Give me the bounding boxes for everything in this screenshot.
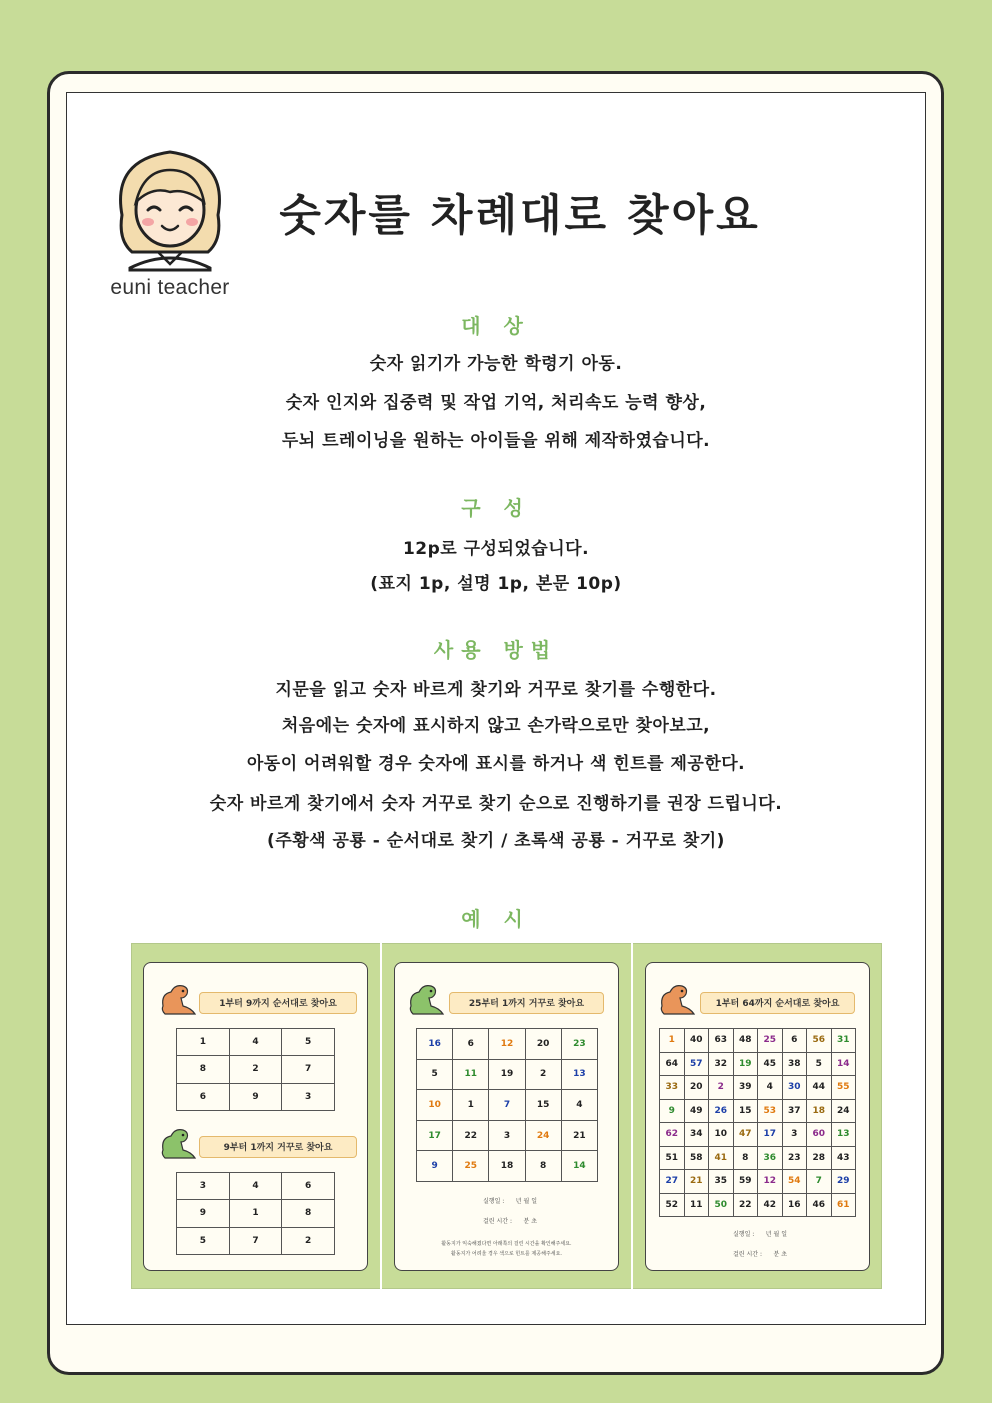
example-2-date-row: [440, 1196, 580, 1205]
grid-row: [660, 1052, 856, 1076]
grid-cell: 59: [733, 1170, 758, 1194]
grid-row: [417, 1090, 598, 1121]
grid-cell: 7: [807, 1170, 832, 1194]
grid-cell: 52: [660, 1193, 685, 1217]
example-3-grid: [659, 1028, 856, 1217]
grid-cell: 2: [709, 1076, 734, 1100]
grid-cell: 7: [489, 1090, 525, 1121]
grid-cell: 4: [229, 1029, 282, 1056]
grid-cell: 5: [282, 1029, 335, 1056]
grid-cell: 8: [733, 1146, 758, 1170]
example-1a-grid: [176, 1028, 335, 1111]
section-heading-example: 예 시: [461, 907, 531, 931]
example-2-title: 25부터 1까지 거꾸로 찾아요: [449, 992, 604, 1014]
example-2-grid: [416, 1028, 598, 1182]
grid-cell: 8: [525, 1151, 561, 1182]
grid-cell: 23: [561, 1029, 597, 1060]
grid-row: [660, 1029, 856, 1053]
grid-cell: 22: [453, 1120, 489, 1151]
grid-cell: 53: [758, 1099, 783, 1123]
grid-cell: 26: [709, 1099, 734, 1123]
target-line-1: 숫자 읽기가 가능한 학령기 아동.: [369, 354, 623, 374]
example-3-title: 1부터 64까지 순서대로 찾아요: [700, 992, 855, 1014]
grid-row: [177, 1200, 335, 1227]
time-units: 분 초: [523, 1218, 537, 1225]
example-2-note-2: 활동지가 어려울 경우 색으로 힌트를 제공해주세요.: [451, 1251, 562, 1257]
grid-cell: 12: [489, 1029, 525, 1060]
page-title: 숫자를 차례대로 찾아요: [279, 191, 761, 241]
green-dinosaur-icon: [157, 1124, 197, 1160]
grid-cell: 2: [282, 1227, 335, 1254]
composition-line-2: (표지 1p, 설명 1p, 본문 10p): [370, 574, 622, 594]
grid-row: [177, 1173, 335, 1200]
grid-cell: 5: [807, 1052, 832, 1076]
grid-cell: 25: [453, 1151, 489, 1182]
grid-cell: 14: [831, 1052, 856, 1076]
grid-cell: 1: [660, 1029, 685, 1053]
grid-cell: 18: [489, 1151, 525, 1182]
grid-cell: 35: [709, 1170, 734, 1194]
grid-cell: 42: [758, 1193, 783, 1217]
grid-cell: 11: [453, 1059, 489, 1090]
section-heading-composition: 구 성: [461, 496, 531, 520]
grid-cell: 45: [758, 1052, 783, 1076]
date-label: 실행일 :: [733, 1231, 755, 1238]
grid-cell: 2: [525, 1059, 561, 1090]
example-divider: [631, 943, 633, 1289]
grid-cell: 19: [733, 1052, 758, 1076]
grid-cell: 61: [831, 1193, 856, 1217]
grid-cell: 1: [229, 1200, 282, 1227]
grid-cell: 30: [782, 1076, 807, 1100]
grid-cell: 19: [489, 1059, 525, 1090]
time-label: 걸린 시간 :: [483, 1218, 513, 1225]
example-divider: [380, 943, 382, 1289]
grid-cell: 24: [831, 1099, 856, 1123]
grid-cell: 51: [660, 1146, 685, 1170]
grid-cell: 6: [453, 1029, 489, 1060]
grid-cell: 58: [684, 1146, 709, 1170]
grid-cell: 16: [417, 1029, 453, 1060]
grid-row: [417, 1059, 598, 1090]
grid-cell: 40: [684, 1029, 709, 1053]
grid-cell: 9: [229, 1083, 282, 1110]
time-units: 분 초: [773, 1251, 787, 1258]
grid-cell: 41: [709, 1146, 734, 1170]
grid-cell: 60: [807, 1123, 832, 1147]
grid-cell: 13: [561, 1059, 597, 1090]
logo-text: euni teacher: [110, 276, 230, 299]
grid-cell: 13: [831, 1123, 856, 1147]
grid-cell: 39: [733, 1076, 758, 1100]
grid-row: [660, 1099, 856, 1123]
grid-cell: 9: [660, 1099, 685, 1123]
example-1b-title: 9부터 1까지 거꾸로 찾아요: [199, 1136, 357, 1158]
grid-cell: 25: [758, 1029, 783, 1053]
grid-row: [417, 1120, 598, 1151]
grid-cell: 62: [660, 1123, 685, 1147]
date-units: 년 월 일: [765, 1231, 787, 1238]
grid-cell: 1: [177, 1029, 230, 1056]
example-1b-grid: [176, 1172, 335, 1255]
grid-cell: 14: [561, 1151, 597, 1182]
example-1a-title: 1부터 9까지 순서대로 찾아요: [199, 992, 357, 1014]
example-3-date-row: [690, 1229, 830, 1238]
grid-cell: 29: [831, 1170, 856, 1194]
grid-cell: 11: [684, 1193, 709, 1217]
grid-cell: 47: [733, 1123, 758, 1147]
grid-cell: 63: [709, 1029, 734, 1053]
grid-row: [660, 1170, 856, 1194]
grid-cell: 9: [417, 1151, 453, 1182]
usage-line-4: 숫자 바르게 찾기에서 숫자 거꾸로 찾기 순으로 진행하기를 권장 드립니다.: [209, 794, 783, 814]
grid-cell: 18: [807, 1099, 832, 1123]
grid-row: [417, 1029, 598, 1060]
grid-cell: 21: [684, 1170, 709, 1194]
grid-cell: 8: [177, 1056, 230, 1083]
grid-cell: 4: [758, 1076, 783, 1100]
grid-cell: 20: [684, 1076, 709, 1100]
target-line-2: 숫자 인지와 집중력 및 작업 기억, 처리속도 능력 향상,: [285, 393, 707, 413]
composition-line-1: 12p로 구성되었습니다.: [402, 539, 590, 559]
grid-cell: 2: [229, 1056, 282, 1083]
green-dinosaur-icon: [405, 980, 445, 1016]
grid-cell: 7: [282, 1056, 335, 1083]
example-3-time-row: [690, 1249, 830, 1258]
example-2-time-row: [440, 1216, 580, 1225]
grid-cell: 7: [229, 1227, 282, 1254]
grid-cell: 46: [807, 1193, 832, 1217]
grid-cell: 21: [561, 1120, 597, 1151]
grid-cell: 6: [282, 1173, 335, 1200]
grid-cell: 48: [733, 1029, 758, 1053]
usage-line-3: 아동이 어려워할 경우 숫자에 표시를 하거나 색 힌트를 제공한다.: [246, 754, 746, 774]
grid-cell: 4: [561, 1090, 597, 1121]
usage-line-5: (주황색 공룡 - 순서대로 찾기 / 초록색 공룡 - 거꾸로 찾기): [267, 831, 725, 851]
grid-cell: 38: [782, 1052, 807, 1076]
time-label: 걸린 시간 :: [733, 1251, 763, 1258]
grid-cell: 44: [807, 1076, 832, 1100]
target-line-3: 두뇌 트레이닝을 원하는 아이들을 위해 제작하였습니다.: [281, 431, 711, 451]
grid-cell: 15: [733, 1099, 758, 1123]
grid-cell: 15: [525, 1090, 561, 1121]
grid-cell: 50: [709, 1193, 734, 1217]
grid-cell: 57: [684, 1052, 709, 1076]
grid-cell: 17: [417, 1120, 453, 1151]
grid-cell: 9: [177, 1200, 230, 1227]
grid-cell: 31: [831, 1029, 856, 1053]
example-2-note-1: 활동지가 익숙해졌다면 아래쪽의 걸린 시간을 확인해주세요.: [441, 1241, 572, 1247]
grid-cell: 17: [758, 1123, 783, 1147]
orange-dinosaur-icon: [656, 980, 696, 1016]
grid-cell: 37: [782, 1099, 807, 1123]
grid-cell: 10: [417, 1090, 453, 1121]
grid-cell: 49: [684, 1099, 709, 1123]
grid-cell: 23: [782, 1146, 807, 1170]
grid-cell: 1: [453, 1090, 489, 1121]
grid-row: [417, 1151, 598, 1182]
grid-cell: 22: [733, 1193, 758, 1217]
grid-cell: 6: [782, 1029, 807, 1053]
grid-cell: 55: [831, 1076, 856, 1100]
grid-cell: 8: [282, 1200, 335, 1227]
grid-row: [660, 1193, 856, 1217]
grid-cell: 56: [807, 1029, 832, 1053]
grid-row: [177, 1227, 335, 1254]
grid-cell: 32: [709, 1052, 734, 1076]
grid-row: [177, 1056, 335, 1083]
grid-cell: 64: [660, 1052, 685, 1076]
grid-cell: 43: [831, 1146, 856, 1170]
grid-cell: 24: [525, 1120, 561, 1151]
grid-cell: 3: [489, 1120, 525, 1151]
grid-cell: 20: [525, 1029, 561, 1060]
date-units: 년 월 일: [515, 1198, 537, 1205]
grid-row: [660, 1123, 856, 1147]
grid-row: [177, 1083, 335, 1110]
usage-line-1: 지문을 읽고 숫자 바르게 찾기와 거꾸로 찾기를 수행한다.: [275, 680, 717, 700]
grid-cell: 16: [782, 1193, 807, 1217]
grid-cell: 33: [660, 1076, 685, 1100]
date-label: 실행일 :: [483, 1198, 505, 1205]
grid-cell: 5: [177, 1227, 230, 1254]
grid-cell: 12: [758, 1170, 783, 1194]
grid-row: [660, 1076, 856, 1100]
grid-cell: 27: [660, 1170, 685, 1194]
grid-cell: 4: [229, 1173, 282, 1200]
grid-cell: 28: [807, 1146, 832, 1170]
grid-cell: 36: [758, 1146, 783, 1170]
usage-line-2: 처음에는 숫자에 표시하지 않고 손가락으로만 찾아보고,: [281, 716, 711, 736]
grid-cell: 54: [782, 1170, 807, 1194]
grid-row: [660, 1146, 856, 1170]
grid-cell: 3: [177, 1173, 230, 1200]
section-heading-usage: 사용 방법: [433, 638, 559, 662]
section-heading-target: 대 상: [461, 314, 531, 338]
grid-cell: 5: [417, 1059, 453, 1090]
grid-row: [177, 1029, 335, 1056]
grid-cell: 3: [282, 1083, 335, 1110]
orange-dinosaur-icon: [157, 980, 197, 1016]
grid-cell: 3: [782, 1123, 807, 1147]
grid-cell: 34: [684, 1123, 709, 1147]
grid-cell: 10: [709, 1123, 734, 1147]
grid-cell: 6: [177, 1083, 230, 1110]
